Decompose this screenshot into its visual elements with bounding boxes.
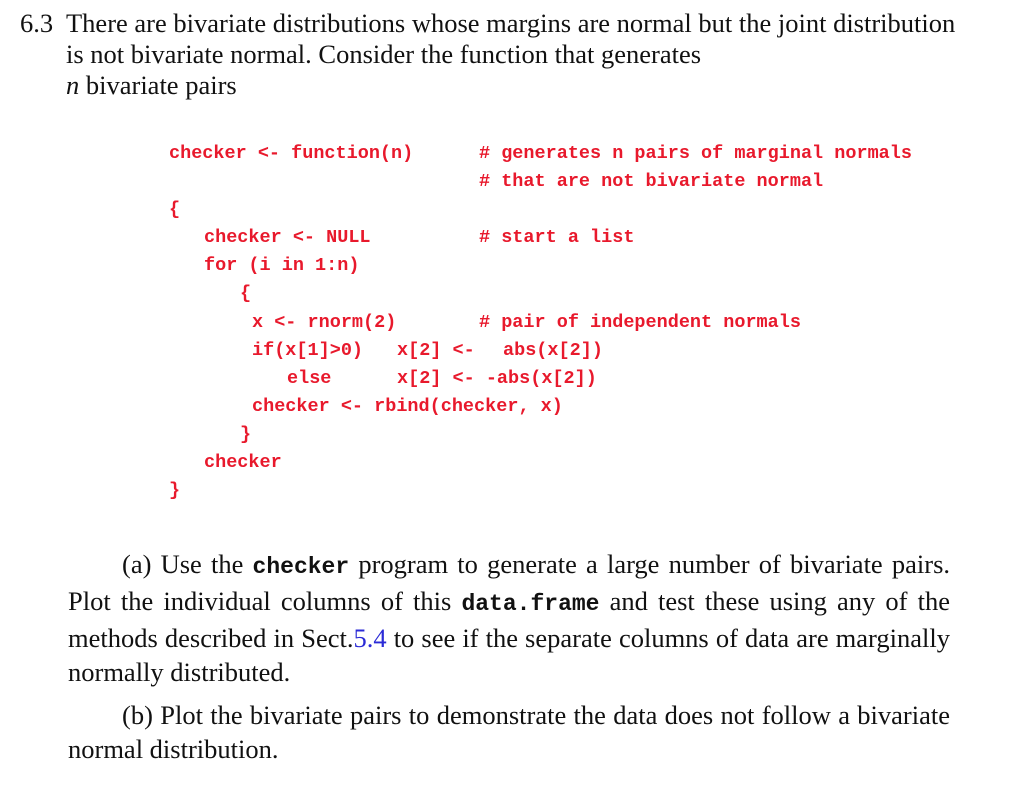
problem-number: 6.3	[20, 8, 54, 38]
code-line: if(x[1]>0)	[252, 340, 364, 361]
problem-intro	[66, 8, 960, 101]
code-comment: # that are not bivariate normal	[479, 171, 824, 192]
part-a	[68, 547, 950, 689]
part-a-text: to see if the separate columns of data are marginally normally distributed.	[68, 623, 950, 687]
code-comment: # generates n pairs of marginal normals	[479, 143, 912, 164]
code-comment: # pair of independent normals	[479, 312, 801, 333]
code-line: x[2] <-	[397, 340, 475, 361]
code-line: {	[169, 199, 181, 220]
part-a-code-dataframe: data.frame	[461, 591, 600, 617]
code-line: abs(x[2])	[503, 340, 603, 361]
part-a-text: (a) Use the	[122, 549, 244, 579]
code-line: checker	[204, 452, 282, 473]
part-a-text: program to generate a large number of bivariate pairs. Plot the individual columns of this	[68, 549, 951, 616]
section-reference-link[interactable]: 5.4	[353, 623, 387, 653]
part-a-code-checker: checker	[252, 554, 350, 580]
code-comment: # start a list	[479, 227, 635, 248]
intro-text-b: bivariate pairs	[85, 70, 237, 100]
code-line: x[2] <- -abs(x[2])	[397, 368, 597, 389]
code-line: {	[240, 283, 252, 304]
intro-text-a: There are bivariate distributions whose margins are normal but the joint distribution is not bivariate normal. Consider the function that generates	[66, 8, 956, 69]
code-line: checker <- function(n)	[169, 143, 414, 164]
code-line: x <- rnorm(2)	[252, 312, 397, 333]
part-b	[68, 698, 950, 766]
code-line: checker <- rbind(checker, x)	[252, 396, 563, 417]
intro-variable-n: n	[66, 70, 80, 100]
code-line: checker <- NULL	[204, 227, 371, 248]
code-line: for (i in 1:n)	[204, 255, 360, 276]
code-line: }	[169, 480, 181, 501]
part-a-text: and test these using any of the methods described in Sect.	[68, 586, 950, 653]
problem-statement	[20, 8, 960, 101]
code-line: else	[287, 368, 332, 389]
code-line: }	[240, 424, 252, 445]
part-b-text: (b) Plot the bivariate pairs to demonstrate the data does not follow a bivariate normal distribution.	[68, 700, 950, 764]
